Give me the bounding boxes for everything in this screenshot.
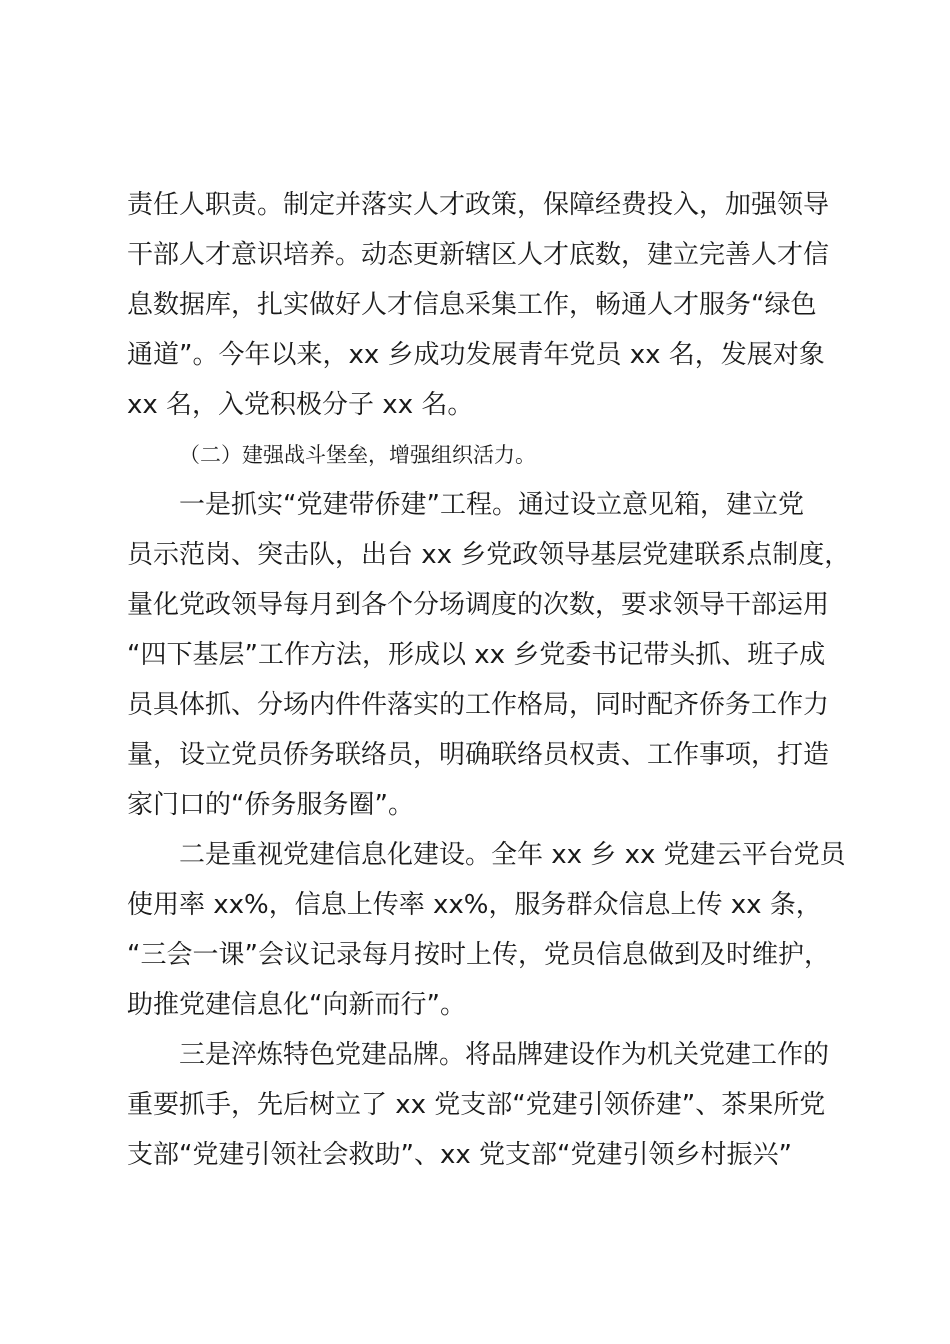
body-line: 家门口的“侨务服务圈”。 xyxy=(127,790,414,820)
body-line: 通道”。今年以来，xx 乡成功发展青年党员 xx 名，发展对象 xyxy=(127,340,825,370)
body-line: 一是抓实“党建带侨建”工程。通过设立意见箱，建立党 xyxy=(179,490,804,520)
body-line: 责任人职责。制定并落实人才政策，保障经费投入，加强领导 xyxy=(127,190,830,220)
body-line: 息数据库，扎实做好人才信息采集工作，畅通人才服务“绿色 xyxy=(127,290,817,320)
body-line: 干部人才意识培养。动态更新辖区人才底数，建立完善人才信 xyxy=(127,240,830,270)
body-line: 三是淬炼特色党建品牌。将品牌建设作为机关党建工作的 xyxy=(179,1040,830,1070)
body-line: 二是重视党建信息化建设。全年 xx 乡 xx 党建云平台党员 xyxy=(179,840,846,870)
body-line: 重要抓手，先后树立了 xx 党支部“党建引领侨建”、茶果所党 xyxy=(127,1090,826,1120)
section-heading: （二）建强战斗堡垒，增强组织活力。 xyxy=(179,443,536,467)
body-line: xx 名，入党积极分子 xx 名。 xyxy=(127,390,474,420)
body-line: “四下基层”工作方法，形成以 xx 乡党委书记带头抓、班子成 xyxy=(127,640,826,670)
body-line: 助推党建信息化“向新而行”。 xyxy=(127,990,466,1020)
body-line: 使用率 xx%，信息上传率 xx%，服务群众信息上传 xx 条， xyxy=(127,890,822,920)
body-line: 员具体抓、分场内件件落实的工作格局，同时配齐侨务工作力 xyxy=(127,690,830,720)
body-line: 量，设立党员侨务联络员，明确联络员权责、工作事项，打造 xyxy=(127,740,830,770)
body-line: 员示范岗、突击队，出台 xx 乡党政领导基层党建联系点制度， xyxy=(127,540,851,570)
body-line: 量化党政领导每月到各个分场调度的次数，要求领导干部运用 xyxy=(127,590,830,620)
body-line: 支部“党建引领社会救助”、xx 党支部“党建引领乡村振兴” xyxy=(127,1140,792,1170)
body-line: “三会一课”会议记录每月按时上传，党员信息做到及时维护， xyxy=(127,940,830,970)
